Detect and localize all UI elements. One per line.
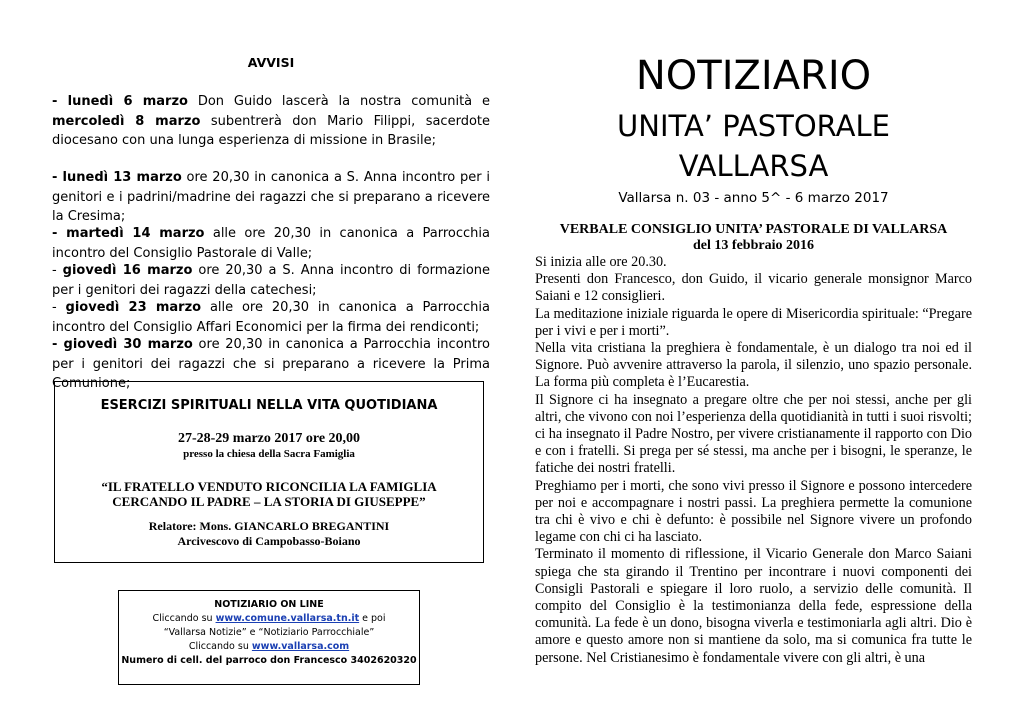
avviso-text: Don Guido lascerà la nostra comunità e	[187, 94, 491, 109]
avviso-date: - martedì 14 marzo	[52, 226, 205, 241]
esercizi-speaker: Relatore: Mons. GIANCARLO BREGANTINI	[148, 519, 390, 533]
verbale-paragraph: Il Signore ci ha insegnato a pregare oltre che per noi stessi, anche per gli altri, che vivono con noi l’esperienza della quotidianità in tutti i suoi risvolti; ci ha insegnato il Padre Nostro, per vivere cristianamente il rapporto con Dio e con i fratelli. Si prega per sé stessi, ma anche per i bisogni, le speranze, le fatiche dei nostri fratelli.	[535, 391, 972, 477]
avviso-date: giovedì 23 marzo	[65, 300, 202, 315]
verbale-paragraph: La meditazione iniziale riguarda le opere di Misericordia spirituale: “Pregare per i vivi e per i morti”.	[535, 305, 972, 339]
verbale-body	[535, 254, 972, 667]
issue-line: Vallarsa n. 03 - anno 5^ - 6 marzo 2017	[618, 190, 889, 206]
esercizi-speaker-role: Arcivescovo di Campobasso-Boiano	[177, 534, 361, 548]
verbale-paragraph: Presenti don Francesco, don Guido, il vicario generale monsignor Marco Saiani e 12 consiglieri.	[535, 271, 972, 305]
parroco-phone: Numero di cell. del parroco don Francesco 3402620320	[121, 655, 417, 666]
esercizi-dates: 27-28-29 marzo 2017 ore 20,00	[177, 431, 361, 446]
online-line3-pre: Cliccando su	[188, 641, 252, 652]
masthead-title: NOTIZIARIO	[635, 53, 872, 99]
avvisi-heading: AVVISI	[247, 55, 295, 70]
esercizi-theme-line1: “IL FRATELLO VENDUTO RICONCILIA LA FAMIGLIA	[101, 479, 437, 494]
online-line1	[119, 613, 419, 624]
online-line1-pre: Cliccando su	[152, 613, 216, 624]
online-title: NOTIZIARIO ON LINE	[214, 599, 324, 610]
esercizi-title: ESERCIZI SPIRITUALI NELLA VITA QUOTIDIANA	[100, 398, 438, 413]
masthead-subtitle: VALLARSA	[678, 149, 829, 183]
verbale-paragraph: Nella vita cristiana la preghiera è fondamentale, è un dialogo tra noi ed il Signore. Può avvenire attraverso la parola, il silenzio, uno spazio personale. La forma più completa è l’Eucarestia.	[535, 340, 972, 391]
verbale-date: del 13 febbraio 2016	[693, 238, 814, 253]
online-line3	[119, 641, 419, 652]
avviso-text: subentrerà don Mario Filippi, sacerdote diocesano con una lunga esperienza di missione in Brasile;	[52, 113, 490, 149]
avviso-date: - lunedì 6 marzo	[52, 94, 188, 109]
verbale-paragraph: Terminato il momento di riflessione, il Vicario Generale don Marco Saiani spiega che sta girando il Trentino per incontrare i nuovi componenti dei Consigli Pastorali e spiegare il loro ruolo, a servizio delle comunità. Il compito del Consiglio è la testimonianza della fede, espressione della comunità. La fede è un dono, bisogna viverla e testimoniarla agli altri. Dio è amore e questo amore non si mantiene da solo, ma si comunica fra tutte le persone. Nel Cristianesimo è fondamentale vivere con gli altri, è una	[535, 546, 972, 666]
avviso-item	[52, 168, 490, 227]
masthead-subtitle: UNITA’ PASTORALE	[617, 109, 890, 143]
avviso-item	[52, 298, 490, 337]
avviso-dash: -	[52, 263, 63, 278]
avviso-item	[52, 224, 490, 263]
avviso-date: - lunedì 13 marzo	[52, 170, 182, 185]
verbale-paragraph: Si inizia alle ore 20.30.	[535, 254, 667, 270]
verbale-paragraph: Preghiamo per i morti, che sono vivi presso il Signore e possono intercedere per noi e accompagnare i nostri passi. La preghiera permette la comunione tra chi è vivo e chi è defunto: è possibile nel Signore vivere un profondo legame con chi ci ha lasciato.	[535, 477, 972, 546]
verbale-title: VERBALE CONSIGLIO UNITA’ PASTORALE DI VALLARSA	[559, 222, 948, 237]
avviso-date: - giovedì 30 marzo	[52, 337, 193, 352]
online-box	[118, 590, 420, 685]
avviso-text: ore 20,30 in canonica a S. Anna incontro per i genitori e i padrini/madrine dei ragazzi che si preparano a ricevere la Cresima;	[52, 170, 490, 225]
online-line1-post: e poi	[359, 613, 386, 624]
avviso-item	[52, 92, 490, 151]
avviso-text: alle ore 20,30 in canonica a Parrocchia incontro del Consiglio Pastorale di Valle;	[52, 226, 490, 261]
esercizi-theme-line2: CERCANDO IL PADRE – LA STORIA DI GIUSEPPE”	[112, 494, 426, 509]
avviso-date: mercoledì 8 marzo	[52, 113, 201, 129]
avviso-text: ore 20,30 in canonica a Parrocchia incontro per i genitori dei ragazzi che si preparano a ricevere la Prima Comunione;	[52, 337, 490, 392]
avviso-item	[52, 261, 490, 300]
esercizi-place: presso la chiesa della Sacra Famiglia	[183, 448, 355, 460]
esercizi-box	[54, 381, 484, 563]
avviso-dash: -	[52, 300, 66, 315]
avviso-text: ore 20,30 a S. Anna incontro di formazione per i genitori dei ragazzi della catechesi;	[52, 263, 491, 298]
vallarsa-link[interactable]: www.vallarsa.com	[251, 641, 350, 652]
avviso-text: alle ore 20,30 in canonica a Parrocchia incontro del Consiglio Affari Economici per la firma dei rendiconti;	[52, 300, 490, 335]
comune-link[interactable]: www.comune.vallarsa.tn.it	[215, 613, 360, 624]
avviso-date: giovedì 16 marzo	[62, 263, 193, 278]
online-line2: “Vallarsa Notizie” e “Notiziario Parrocchiale”	[163, 627, 375, 638]
